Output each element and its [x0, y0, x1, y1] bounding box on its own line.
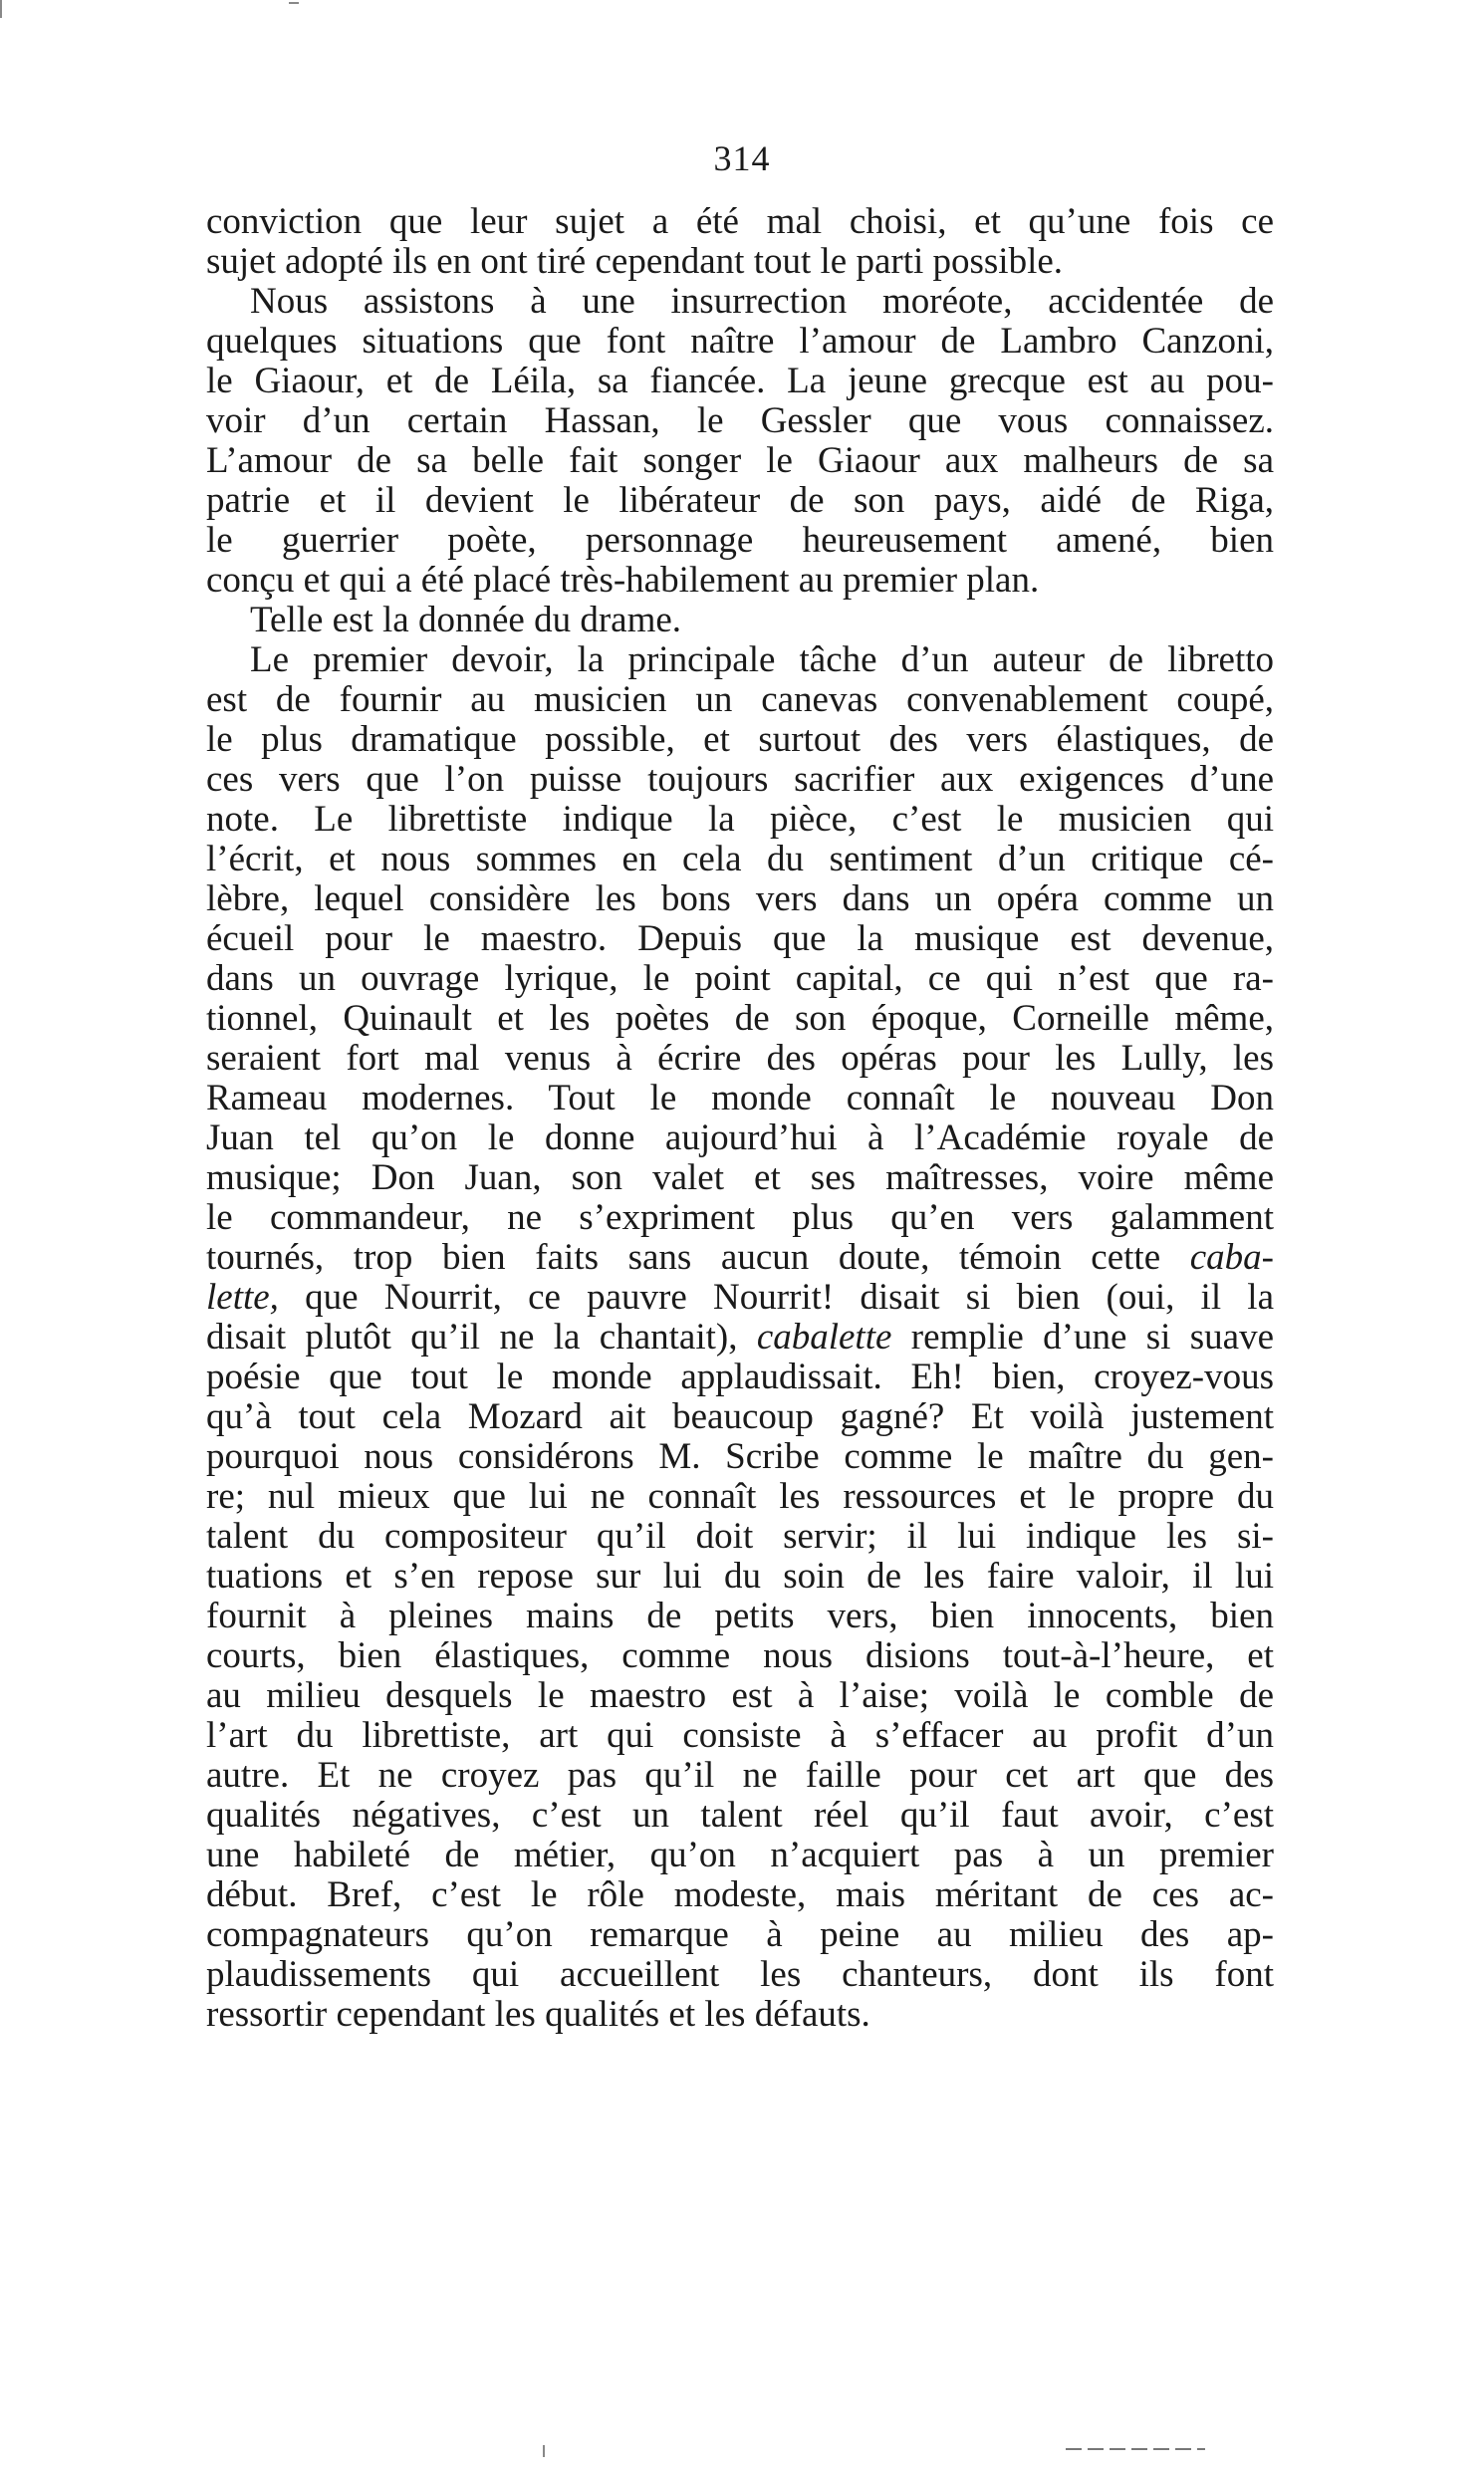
- text-line: note. Le librettiste indique la pièce, c’est le musicien qui: [206, 799, 1274, 840]
- text-line: le commandeur, ne s’expriment plus qu’en vers galamment: [206, 1197, 1274, 1238]
- text-line: talent du compositeur qu’il doit servir; il lui indique les si-: [206, 1516, 1274, 1557]
- text-segment: que Nourrit, ce pauvre Nourrit! disait si bien (oui, il la: [278, 1277, 1274, 1318]
- body-text: [206, 202, 1274, 2035]
- text-line: l’écrit, et nous sommes en cela du sentiment d’un critique cé-: [206, 839, 1274, 879]
- text-line: conçu et qui a été placé très-habilement au premier plan.: [206, 560, 1040, 601]
- text-line: Nous assistons à une insurrection moréote, accidentée de: [250, 281, 1274, 322]
- text-line: au milieu desquels le maestro est à l’aise; voilà le comble de: [206, 1675, 1274, 1716]
- scan-dash-mark: [1066, 2448, 1205, 2450]
- text-line: plaudissements qui accueillent les chanteurs, dont ils font: [206, 1954, 1274, 1995]
- text-line: le guerrier poète, personnage heureusement amené, bien: [206, 520, 1274, 561]
- text-line: est de fournir au musicien un canevas convenablement coupé,: [206, 679, 1274, 720]
- text-line: écueil pour le maestro. Depuis que la musique est devenue,: [206, 918, 1274, 959]
- scan-dash-mark: [289, 2, 299, 4]
- scan-edge-mark: [0, 0, 2, 18]
- text-line: voir d’un certain Hassan, le Gessler que vous connaissez.: [206, 400, 1274, 441]
- text-line: L’amour de sa belle fait songer le Giaour aux malheurs de sa: [206, 440, 1274, 481]
- text-line: Juan tel qu’on le donne aujourd’hui à l’Académie royale de: [206, 1117, 1274, 1158]
- text-line: compagnateurs qu’on remarque à peine au milieu des ap-: [206, 1914, 1274, 1955]
- text-line: le Giaour, et de Léila, sa fiancée. La jeune grecque est au pou-: [206, 361, 1274, 401]
- text-line: autre. Et ne croyez pas qu’il ne faille pour cet art que des: [206, 1755, 1274, 1796]
- text-line: Telle est la donnée du drame.: [250, 600, 682, 640]
- text-line: patrie et il devient le libérateur de son pays, aidé de Riga,: [206, 480, 1274, 521]
- text-line: courts, bien élastiques, comme nous disions tout-à-l’heure, et: [206, 1635, 1274, 1676]
- text-line: ressortir cependant les qualités et les défauts.: [206, 1994, 870, 2035]
- text-line: fournit à pleines mains de petits vers, bien innocents, bien: [206, 1596, 1274, 1636]
- text-line: seraient fort mal venus à écrire des opéras pour les Lully, les: [206, 1038, 1274, 1079]
- text-line: Rameau modernes. Tout le monde connaît le nouveau Don: [206, 1078, 1274, 1118]
- text-line: le plus dramatique possible, et surtout des vers élastiques, de: [206, 719, 1274, 760]
- italic-term: cabalette: [756, 1317, 892, 1358]
- scan-tick-mark: [543, 2445, 545, 2457]
- italic-term: caba-: [1189, 1237, 1274, 1278]
- text-line: Le premier devoir, la principale tâche d’un auteur de libretto: [250, 639, 1274, 680]
- text-line: sujet adopté ils en ont tiré cependant tout le parti possible.: [206, 241, 1064, 282]
- text-line: poésie que tout le monde applaudissait. Eh! bien, croyez-vous: [206, 1357, 1274, 1397]
- text-line: qu’à tout cela Mozard ait beaucoup gagné? Et voilà justement: [206, 1396, 1274, 1437]
- text-line: [206, 1318, 1274, 1358]
- text-line: [206, 1278, 1274, 1318]
- text-line: qualités négatives, c’est un talent réel qu’il faut avoir, c’est: [206, 1795, 1274, 1836]
- text-line: ces vers que l’on puisse toujours sacrifier aux exigences d’une: [206, 759, 1274, 800]
- text-line: l’art du librettiste, art qui consiste à s’effacer au profit d’un: [206, 1715, 1274, 1756]
- text-line: une habileté de métier, qu’on n’acquiert pas à un premier: [206, 1835, 1274, 1875]
- text-line: tuations et s’en repose sur lui du soin de les faire valoir, il lui: [206, 1556, 1274, 1597]
- text-line: musique; Don Juan, son valet et ses maîtresses, voire même: [206, 1157, 1274, 1198]
- text-line: dans un ouvrage lyrique, le point capital, ce qui n’est que ra-: [206, 958, 1274, 999]
- text-segment: tournés, trop bien faits sans aucun doute, témoin cette: [206, 1237, 1190, 1278]
- italic-term: lette,: [206, 1277, 279, 1318]
- text-line: quelques situations que font naître l’amour de Lambro Canzoni,: [206, 321, 1274, 362]
- text-line: [206, 1238, 1274, 1278]
- text-segment: disait plutôt qu’il ne la chantait),: [206, 1317, 757, 1358]
- page-number: 314: [713, 138, 771, 178]
- text-line: conviction que leur sujet a été mal choisi, et qu’une fois ce: [206, 201, 1274, 242]
- text-line: pourquoi nous considérons M. Scribe comme le maître du gen-: [206, 1436, 1274, 1477]
- text-line: début. Bref, c’est le rôle modeste, mais méritant de ces ac-: [206, 1874, 1274, 1915]
- text-segment: remplie d’une si suave: [891, 1317, 1275, 1358]
- text-line: re; nul mieux que lui ne connaît les ressources et le propre du: [206, 1476, 1274, 1517]
- text-line: tionnel, Quinault et les poètes de son époque, Corneille même,: [206, 998, 1274, 1039]
- text-line: lèbre, lequel considère les bons vers dans un opéra comme un: [206, 878, 1274, 919]
